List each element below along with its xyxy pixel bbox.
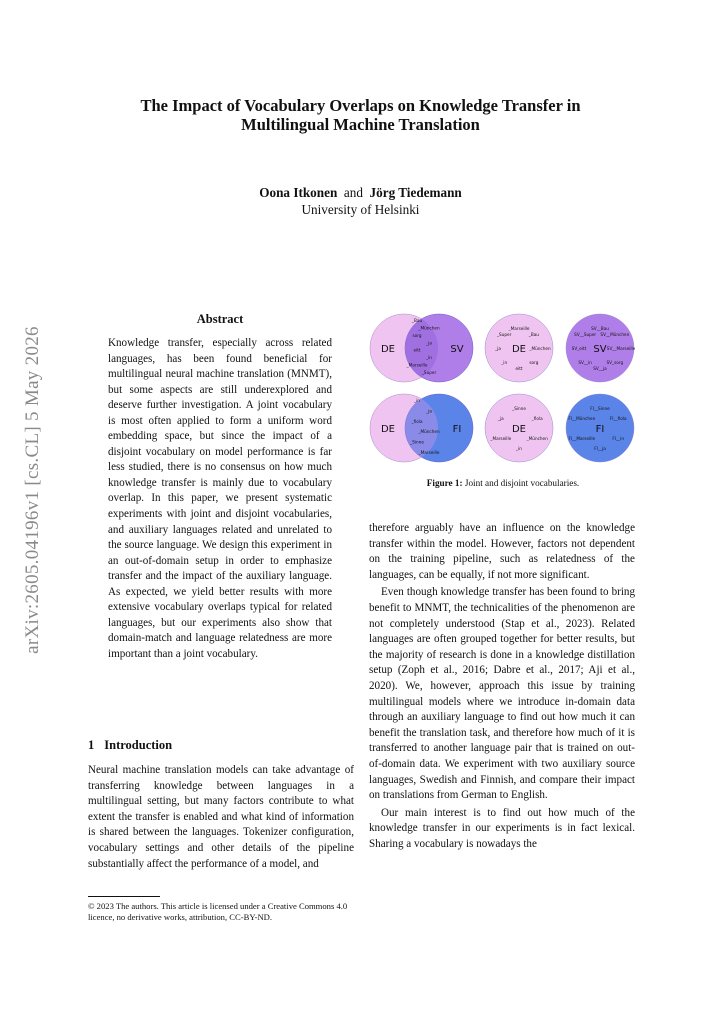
venn-token: _Bau (411, 318, 423, 323)
venn-token: SV__Bau (591, 326, 609, 331)
venn-token: eitt (413, 347, 421, 353)
introduction-column-1 (88, 763, 354, 872)
venn-token: _in (414, 398, 420, 403)
venn-token: _in (516, 446, 522, 451)
venn-token: sorg (412, 332, 422, 338)
venn-token: _ja (495, 346, 501, 351)
figure-caption (369, 478, 637, 488)
venn-label-fi: FI (595, 424, 605, 435)
venn-label-de: DE (380, 344, 396, 355)
venn-token: SV_sorg (606, 360, 624, 366)
figure-caption-text: Joint and disjoint vocabularies. (462, 478, 580, 488)
author-block (100, 184, 621, 218)
venn-token: _Marseille (406, 362, 428, 368)
license-footnote: © 2023 The authors. This article is licensed under a Creative Commons 4.0 licence, no derivative works, attribution, CC-BY-ND. (88, 901, 348, 922)
col2-paragraph-3: Our main interest is to find out how much of the knowledge transfer in our experiments is in fact lexical. Sharing a vocabulary is nowadays the (369, 806, 635, 850)
venn-token: sorg (529, 360, 539, 366)
venn-token: SV_eitt (571, 346, 587, 351)
venn-token: _Bau (528, 331, 539, 337)
section-number: 1 (88, 738, 95, 752)
col2-paragraph-2: Even though knowledge transfer has been found to bring benefit to MNMT, the technicalities of the phenomenon are not completely understood (Stap et al., 2023). Related languages are often grouped together for better results, but the majority of research is done in a knowledge distillation setup (Zoph et al., 2016; Dabre et al., 2017; Aji et al., 2020). We, however, approach this issue by training multilingual models where we introduce in-domain data through an auxiliary language to find out how much it can benefit the translation task, and therefore how much of it is transferred to another language pair that is trained on out-of-domain data. We experiment with two auxiliary source languages, Swedish and Finnish, and compare their impact on translations from German to English. (369, 586, 635, 802)
venn-token: _ja (426, 340, 432, 346)
venn-token: _fiola (531, 416, 543, 421)
venn-token: SV__Marseille (606, 346, 636, 351)
section-title: Introduction (104, 738, 173, 752)
abstract-text: Knowledge transfer, especially across related languages, has been found beneficial for multilingual neural machine translation (MNMT), but some aspects are still underexplored and deserve further investigation. A joint vocabulary is most often applied to form a uniform word embedding space, but since the impact of a disjoint vocabulary on model performance is far less studied, there is no consensus on how much knowledge transfer is mainly due to vocabulary overlap. In this paper, we present systematic experiments with joint and disjoint vocabularies, and auxiliary languages related and unrelated to the source language. We design this experiment in an out-of-domain setup in order to emphasize transfer and the impact of the auxiliary language. As expected, we yield better results with more extensive vocabulary overlaps typical for related languages, but our experiments also show that domain-match and language relatedness are more important than a joint vocabulary. (108, 337, 332, 660)
footnote-rule (88, 896, 160, 897)
venn-token: FI__fiola (609, 416, 627, 421)
venn-token: _Super (421, 370, 437, 375)
venn-token: FI__ja (594, 446, 606, 451)
venn-token: SV__ja (593, 366, 607, 371)
figure-label: Figure 1: (426, 478, 463, 488)
title-line-2: Multilingual Machine Translation (241, 115, 480, 134)
venn-token: SV__in (578, 360, 592, 366)
author-1: Oona Itkonen (259, 185, 338, 200)
venn-token: _Marseille (418, 450, 440, 455)
author-2: Jörg Tiedemann (369, 185, 462, 200)
venn-token: _München (418, 429, 440, 435)
venn-token: eitt (515, 366, 523, 371)
venn-token: FI__Marseille (568, 436, 596, 441)
abstract-heading: Abstract (196, 312, 244, 326)
affiliation: University of Helsinki (301, 202, 420, 217)
arxiv-identifier: arXiv:2605.04196v1 [cs.CL] 5 May 2026 (22, 326, 43, 654)
venn-token: _Marseille (490, 436, 512, 441)
section-heading-introduction (88, 738, 172, 753)
venn-token: _Sinne (512, 406, 526, 411)
venn-token: _in (501, 360, 508, 366)
venn-token: SV__München (600, 331, 630, 337)
venn-token: _Super (496, 331, 512, 337)
venn-label-sv: SV (593, 344, 607, 355)
col2-paragraph-1: therefore arguably have an influence on the knowledge transfer within the model. However, factors not dependent on the training pipeline, such as relatedness of the languages, can be equally, if not more significant. (369, 522, 635, 581)
venn-token: _Sinne (410, 439, 424, 445)
venn-token: _München (529, 346, 551, 351)
venn-token: SV__Super (574, 331, 597, 337)
venn-svg (369, 312, 637, 467)
title-line-1: The Impact of Vocabulary Overlaps on Knowledge Transfer in (140, 96, 581, 115)
venn-token: _fiola (411, 418, 423, 424)
and-word: and (343, 185, 363, 200)
venn-token: _Marseille (508, 326, 530, 331)
venn-token: FI__München (568, 416, 596, 421)
venn-token: _München (526, 436, 548, 441)
venn-token: FI__Sinne (590, 406, 610, 411)
venn-label-sv: SV (450, 344, 464, 355)
venn-label-de: DE (511, 424, 527, 435)
venn-token: _ja (497, 416, 504, 421)
venn-token: _ja (426, 408, 432, 414)
figure-venn-diagrams (369, 312, 637, 467)
paper-title (100, 96, 621, 134)
introduction-column-2 (369, 521, 635, 852)
venn-token: FI__in (612, 436, 625, 441)
venn-token: _in (426, 355, 432, 361)
venn-label-de: DE (380, 424, 396, 435)
venn-label-de: DE (511, 344, 527, 355)
author-names (100, 184, 621, 201)
venn-token: _München (418, 325, 440, 331)
venn-label-fi: FI (452, 424, 462, 435)
intro-paragraph-1: Neural machine translation models can take advantage of transferring knowledge between languages in a multilingual setting, but many factors contribute to what extent the transfer is enabled and what kind of information is shared between the languages. Tokenizer configuration, vocabulary settings and other details of the pipeline substantially affect the performance of a model, and (88, 764, 354, 870)
